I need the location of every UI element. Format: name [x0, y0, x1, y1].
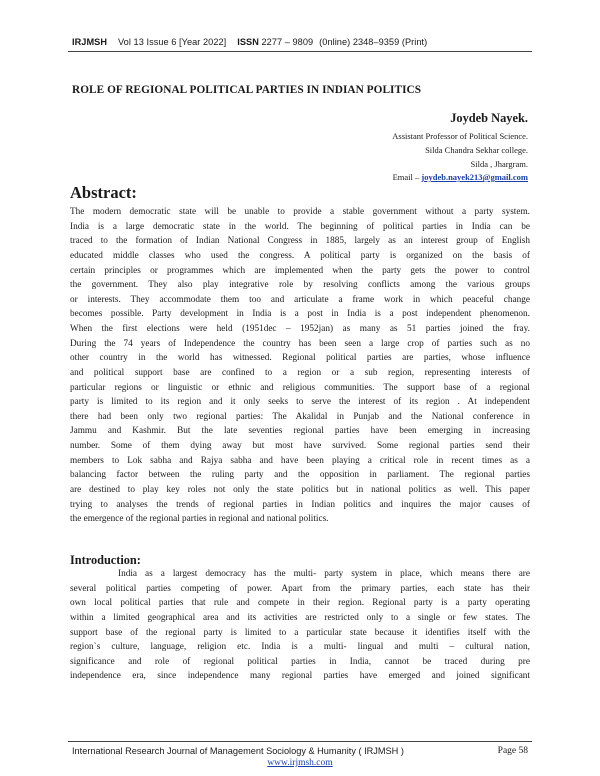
email-link[interactable]: joydeb.nayek213@gmail.com [421, 172, 528, 182]
text-line: particular regions or linguistic or ethnic and religious communities. The support base of a regional [70, 382, 530, 393]
author-college: Silda Chandra Sekhar college. [425, 145, 528, 155]
issn-label: ISSN [237, 37, 259, 47]
running-header [72, 37, 427, 47]
text-line: becomes possible. Party development in India is a post in India is a post independent phenomenon. [70, 309, 530, 320]
header-rule [68, 51, 532, 52]
text-line: other country in the world has witnessed. Regional political parties are parties, whose influence [70, 353, 530, 364]
text-line: trying to analyses the trends of regional parties in Indian politics and inquires the major causes of [70, 499, 530, 510]
text-line: support base of the regional party is limited to a particular state because it identifies itself with the [70, 627, 530, 638]
text-line: or interests. They accommodate them too and articulate a frame work in which peaceful change [70, 294, 530, 305]
text-line: certain principles or programmes which are implemented when the party gets the power to control [70, 265, 530, 276]
paper-title: ROLE OF REGIONAL POLITICAL PARTIES IN INDIAN POLITICS [72, 84, 422, 96]
volume-info: Vol 13 Issue 6 [Year 2022] [118, 37, 227, 47]
journal-abbr: IRJMSH [72, 37, 108, 47]
online-issn: (0nline) 2348–9359 (Print) [319, 37, 428, 47]
text-line: are destined to play key roles not only the state politics but in national politics as well. This paper [70, 484, 530, 495]
text-line: educated middle classes who used the congress. A political party is organized on the basis of [70, 250, 530, 261]
introduction-body [70, 567, 530, 684]
text-line: Jammu and Kashmir. But the late seventies regional parties have been emerging in increasing [70, 426, 530, 437]
issn-number: 2277 – 9809 [261, 37, 314, 47]
text-line: party is limited to its region and it only seeks to serve the interest of its region . At independent [70, 397, 530, 408]
text-line: own local political parties that rule and compete in their region. Regional party is a party operating [70, 598, 530, 609]
footer-url [0, 758, 600, 768]
footer-rule [68, 741, 532, 742]
text-line: balancing factor between the ruling party and the opposition in parliament. The regional parties [70, 470, 530, 481]
text-line: region`s culture, language, religion etc. India is a multi- lingual and multi – cultural nation, [70, 642, 530, 653]
footer-journal-name: International Research Journal of Management Sociology & Humanity ( IRJMSH ) [72, 746, 404, 756]
text-line: members to Lok sabha and Rajya sabha and have been playing a critical role in recent times as a [70, 455, 530, 466]
author-email [393, 172, 528, 182]
text-line: significance and role of regional political parties in India, cannot be traced during pre [70, 656, 530, 667]
author-place: Silda , Jhargram. [470, 159, 528, 169]
running-footer [72, 746, 528, 756]
text-line: The modern democratic state will be unable to provide a stable government without a party system. [70, 207, 530, 217]
text-line: several political parties competing of power. Apart from the primary parties, each state has their [70, 583, 530, 594]
journal-website-link[interactable]: www.irjmsh.com [267, 758, 333, 768]
text-line: India as a largest democracy has the multi- party system in place, which means there are [118, 569, 530, 579]
text-line: independence era, since independence many regional parties have emerged and joined significant [70, 671, 530, 682]
author-position: Assistant Professor of Political Science. [392, 131, 528, 141]
page-number: Page 58 [497, 746, 528, 756]
text-line: When the first elections were held (1951dec – 1952jan) as many as 51 parties joined the fray. [70, 324, 530, 334]
text-line: and political support base are confined to a region or a sub region, representing interests of [70, 367, 530, 378]
text-line: traced to the formation of Indian National Congress in 1885, largely as an interest group of English [70, 236, 530, 247]
introduction-heading: Introduction: [70, 553, 141, 567]
abstract-body [70, 205, 530, 527]
author-name: Joydeb Nayek. [450, 111, 528, 125]
text-line: number. Some of them dying away but most have survived. Some regional parties send their [70, 441, 530, 451]
text-line: the emergence of the regional parties in regional and national politics. [70, 514, 329, 525]
text-line: During the 74 years of Independence the country has been seen a large crop of parties such as no [70, 338, 530, 349]
email-label: Email – [392, 172, 422, 182]
text-line: India is a large democratic state in the world. The beginning of political parties in India can be [70, 221, 530, 232]
text-line: there had been only two regional parties: The Akalidal in Punjab and the National conference in [70, 411, 530, 422]
text-line: the government. They also play integrative role by resolving conflicts among the various groups [70, 280, 530, 291]
abstract-heading: Abstract: [70, 183, 137, 202]
text-line: within a limited geographical area and its activities are restricted only to a single or few states. The [70, 612, 530, 623]
